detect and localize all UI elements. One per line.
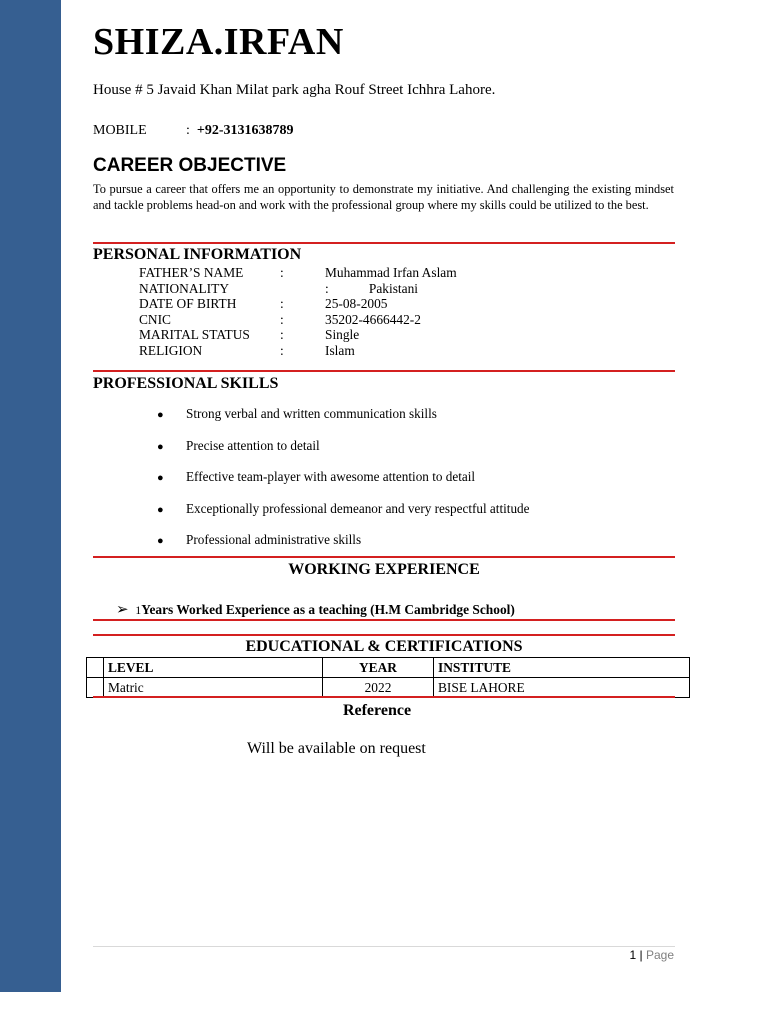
bullet-icon: ● — [157, 535, 164, 548]
list-item — [157, 438, 529, 470]
personal-info-value: Islam — [325, 342, 355, 358]
page-sidebar-band — [0, 0, 61, 992]
personal-info-value: Single — [325, 327, 360, 343]
page-label: Page — [645, 948, 674, 962]
reference-text: Will be available on request — [247, 740, 426, 757]
page-number: 1 — [629, 948, 637, 962]
table-row — [87, 678, 690, 698]
section-divider — [93, 242, 675, 244]
section-divider — [93, 696, 675, 698]
experience-years: 1 — [135, 603, 142, 617]
list-item — [157, 532, 529, 564]
education-heading: EDUCATIONAL & CERTIFICATIONS — [245, 638, 523, 655]
professional-skills-list — [157, 406, 529, 564]
list-item — [157, 501, 529, 533]
section-divider — [93, 370, 675, 372]
personal-info-colon: : — [280, 296, 284, 312]
footer-separator: | — [639, 948, 643, 962]
personal-info-colon: : — [280, 265, 284, 280]
personal-info-value: 25-08-2005 — [325, 296, 388, 312]
career-objective-text: To pursue a career that offers me an opportunity to demonstrate my initiative. And challenging the existing mindset and tackle problems head-on and work with the professional group where my skills could be utilized to the best. — [93, 182, 674, 212]
personal-info-row — [139, 296, 457, 312]
address: House # 5 Javaid Khan Milat park agha Rouf Street Ichhra Lahore. — [93, 82, 496, 98]
personal-info-colon — [280, 281, 325, 297]
personal-info-value: Muhammad Irfan Aslam — [325, 265, 457, 280]
personal-info-value: 35202-4666442-2 — [325, 311, 421, 327]
personal-info-label: CNIC — [139, 311, 171, 327]
skill-text: Professional administrative skills — [186, 532, 362, 548]
footer-divider — [93, 946, 675, 947]
education-institute: BISE LAHORE — [434, 678, 690, 698]
mobile-number: +92-3131638789 — [196, 123, 294, 138]
table-cell — [87, 678, 104, 698]
mobile-label: MOBILE — [93, 123, 147, 138]
personal-info-row — [139, 312, 457, 328]
education-level: Matric — [104, 678, 323, 698]
bullet-icon: ● — [157, 472, 164, 485]
education-table — [86, 657, 690, 698]
personal-info-colon: : — [280, 342, 284, 358]
section-divider — [93, 556, 675, 558]
column-header-year: YEAR — [323, 658, 434, 678]
career-objective-heading: CAREER OBJECTIVE — [93, 155, 287, 176]
bullet-icon: ● — [157, 409, 164, 421]
list-item — [157, 406, 529, 438]
skill-text: Strong verbal and written communication skills — [186, 406, 437, 421]
personal-info-colon: : — [280, 311, 284, 327]
personal-information-heading: PERSONAL INFORMATION — [93, 246, 302, 263]
candidate-name: SHIZA.IRFAN — [93, 21, 344, 63]
bullet-icon: ● — [157, 503, 164, 516]
section-divider — [93, 634, 675, 636]
working-experience-heading: WORKING EXPERIENCE — [288, 561, 480, 578]
reference-heading: Reference — [342, 702, 412, 719]
list-item — [157, 469, 529, 501]
mobile-colon: : — [186, 123, 190, 138]
personal-info-row — [139, 265, 457, 281]
arrow-bullet-icon: ➢ — [116, 600, 129, 618]
skill-text: Exceptionally professional demeanor and very respectful attitude — [186, 500, 530, 516]
personal-information-table — [139, 265, 457, 359]
page-footer — [629, 948, 674, 962]
personal-info-label: FATHER’S NAME — [139, 265, 244, 280]
personal-info-colon: : — [280, 327, 284, 343]
personal-info-row — [139, 343, 457, 359]
personal-info-label: NATIONALITY — [139, 280, 229, 296]
personal-info-value: : Pakistani — [325, 280, 418, 296]
personal-info-row — [139, 281, 457, 297]
experience-text: Years Worked Experience as a teaching (H.M Cambridge School) — [141, 602, 515, 617]
personal-info-label: RELIGION — [139, 342, 203, 358]
skill-text: Effective team-player with awesome attention to detail — [186, 469, 476, 485]
column-header-level: LEVEL — [104, 658, 323, 678]
education-header-row — [87, 658, 690, 678]
personal-info-label: MARITAL STATUS — [139, 327, 250, 343]
personal-info-row — [139, 327, 457, 343]
experience-item — [116, 600, 515, 618]
education-year: 2022 — [323, 678, 434, 698]
column-header-institute: INSTITUTE — [434, 658, 690, 678]
table-cell — [87, 658, 104, 678]
bullet-icon: ● — [157, 440, 164, 453]
mobile-line — [93, 123, 294, 139]
personal-info-label: DATE OF BIRTH — [139, 296, 237, 312]
professional-skills-heading: PROFESSIONAL SKILLS — [93, 375, 279, 392]
skill-text: Precise attention to detail — [186, 437, 320, 453]
section-divider — [93, 619, 675, 621]
